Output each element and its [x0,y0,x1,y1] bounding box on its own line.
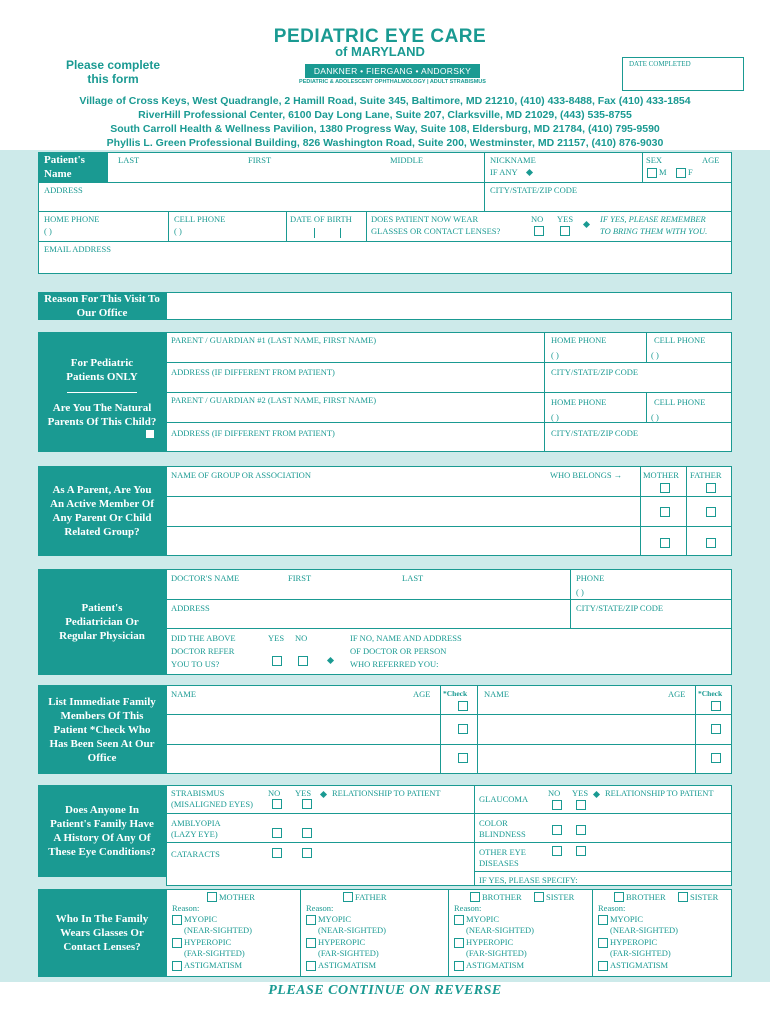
lens-sister-checkbox-2[interactable] [678,892,688,902]
lens-brother-checkbox-1[interactable] [470,892,480,902]
address-line-4: Phyllis L. Green Professional Building, 826 Washington Road, Suite 200, Westminster, MD 21157, (410) 876-9030 [106,137,664,149]
mother-hyperopic-checkbox[interactable] [172,938,182,948]
guardian2-city-field[interactable]: CITY/STATE/ZIP CODE [551,428,639,438]
sib1-astig-checkbox[interactable] [454,961,464,971]
lenses-label: Who In The Family Wears Glasses Or Contact Lenses? [38,889,166,977]
reason-field[interactable] [166,292,732,320]
mother-myopic-checkbox[interactable] [172,915,182,925]
group2-mother-checkbox[interactable] [660,507,670,517]
guardian2-address-field[interactable]: ADDRESS (IF DIFFERENT FROM PATIENT) [171,428,335,438]
sib1-hyperopic-checkbox[interactable] [454,938,464,948]
sex-label: SEX [646,155,663,165]
practice-subtitle: of MARYLAND [335,44,425,59]
date-completed-field[interactable]: DATE COMPLETED [622,57,744,91]
father-myopic-checkbox[interactable] [306,915,316,925]
relationship-field-2[interactable]: RELATIONSHIP TO PATIENT [605,788,714,798]
physician-label: Patient's Pediatrician Or Regular Physician [38,569,166,675]
doctor-name-field[interactable]: DOCTOR'S NAME [171,573,240,583]
if-any-label: IF ANY [490,167,518,177]
doctors-bar: DANKNER • FIERGANG • ANDORSKY [305,64,480,78]
guardian1-city-field[interactable]: CITY/STATE/ZIP CODE [551,367,639,377]
guardian1-name-field[interactable]: PARENT / GUARDIAN #1 (LAST NAME, FIRST NAME) [171,335,377,345]
sex-f-checkbox[interactable] [676,168,686,178]
father-astig-checkbox[interactable] [306,961,316,971]
family-label: List Immediate Family Members Of This Patient *Check Who Has Been Seen At Our Office [38,685,166,774]
color-no-checkbox[interactable] [552,825,562,835]
referral-other-field[interactable]: IF NO, NAME AND ADDRESS [350,633,462,643]
please-complete: Please complete this form [65,58,161,86]
other-yes-checkbox[interactable] [576,846,586,856]
patient-name-label: Patient's Name [38,152,108,182]
lens-brother-checkbox-2[interactable] [614,892,624,902]
family-check-2[interactable] [458,724,468,734]
last-name-field[interactable]: LAST [118,155,140,165]
group-name-field[interactable]: NAME OF GROUP OR ASSOCIATION [171,470,311,480]
city-field[interactable]: CITY/STATE/ZIP CODE [490,185,578,195]
family-age-col: AGE [413,689,431,699]
practice-title: PEDIATRIC EYE CARE [273,26,487,47]
who-belongs-label: WHO BELONGS → [550,470,623,480]
glaucoma-no-checkbox[interactable] [552,800,562,810]
group-label: As A Parent, Are You An Active Member Of Any Parent Or Child Related Group? [38,466,166,556]
cell-phone-field[interactable]: CELL PHONE [174,214,226,224]
sib1-myopic-checkbox[interactable] [454,915,464,925]
amblyopia-no-checkbox[interactable] [272,828,282,838]
group2-father-checkbox[interactable] [706,507,716,517]
practice-tagline: PEDIATRIC & ADOLESCENT OPHTHALMOLOGY | ADULT STRABISMUS [299,79,486,85]
other-disease-label: OTHER EYE [479,847,526,857]
referral-no-checkbox[interactable] [298,656,308,666]
dob-field[interactable]: DATE OF BIRTH [290,214,352,224]
age-field[interactable]: AGE [702,155,720,165]
strabismus-no-checkbox[interactable] [272,799,282,809]
guardian2-home-phone[interactable]: HOME PHONE [551,397,607,407]
lens-mother-checkbox[interactable] [207,892,217,902]
continue-footer: PLEASE CONTINUE ON REVERSE [268,983,502,998]
amblyopia-label: AMBLYOPIA [171,818,221,828]
remember-note: IF YES, PLEASE REMEMBER [600,214,706,224]
reason-label: Reason For This Visit To Our Office [38,292,166,320]
father-hyperopic-checkbox[interactable] [306,938,316,948]
guardian1-cell-phone[interactable]: CELL PHONE [654,335,706,345]
strabismus-label: STRABISMUS [171,788,225,798]
guardian1-address-field[interactable]: ADDRESS (IF DIFFERENT FROM PATIENT) [171,367,335,377]
glaucoma-label: GLAUCOMA [479,794,529,804]
sib2-myopic-checkbox[interactable] [598,915,608,925]
family-name-col: NAME [171,689,197,699]
conditions-label: Does Anyone In Patient's Family Have A History Of Any Of These Eye Conditions? [38,785,166,877]
guardian2-name-field[interactable]: PARENT / GUARDIAN #2 (LAST NAME, FIRST NAME) [171,395,377,405]
family-check-6[interactable] [711,753,721,763]
nickname-label: NICKNAME [490,155,536,165]
group3-father-checkbox[interactable] [706,538,716,548]
sib2-astig-checkbox[interactable] [598,961,608,971]
relationship-field[interactable]: RELATIONSHIP TO PATIENT [332,788,441,798]
group1-father-checkbox[interactable] [706,483,716,493]
mother-astig-checkbox[interactable] [172,961,182,971]
doctor-address-field[interactable]: ADDRESS [171,603,210,613]
lens-sister-checkbox-1[interactable] [534,892,544,902]
group3-mother-checkbox[interactable] [660,538,670,548]
first-name-field[interactable]: FIRST [248,155,272,165]
color-yes-checkbox[interactable] [576,825,586,835]
guardian-label: For Pediatric Patients ONLY Are You The Natural Parents Of This Child? [38,332,166,452]
referral-question: DID THE ABOVE [171,633,236,643]
wear-no-checkbox[interactable] [534,226,544,236]
sex-m-checkbox[interactable] [647,168,657,178]
address-line-1: Village of Cross Keys, West Quadrangle, 2 Hamill Road, Suite 345, Baltimore, MD 21210, (410) 433-8488, Fax (410) 433-1854 [79,95,691,107]
glaucoma-yes-checkbox[interactable] [576,800,586,810]
family-check-3[interactable] [458,753,468,763]
sib2-hyperopic-checkbox[interactable] [598,938,608,948]
specify-field[interactable]: IF YES, PLEASE SPECIFY: [479,875,578,885]
guardian1-home-phone[interactable]: HOME PHONE [551,335,607,345]
cataracts-yes-checkbox[interactable] [302,848,312,858]
referral-yes-checkbox[interactable] [272,656,282,666]
amblyopia-yes-checkbox[interactable] [302,828,312,838]
email-field[interactable]: EMAIL ADDRESS [44,244,111,254]
doctor-phone-field[interactable]: PHONE [576,573,605,583]
physician-box [166,569,732,675]
family-check-1[interactable] [458,701,468,711]
middle-name-field[interactable]: MIDDLE [390,155,424,165]
family-check-5[interactable] [711,724,721,734]
address-field[interactable]: ADDRESS [44,185,83,195]
natural-parents-checkbox[interactable] [145,429,155,439]
family-check-4[interactable] [711,701,721,711]
strabismus-yes-checkbox[interactable] [302,799,312,809]
cataracts-label: CATARACTS [171,849,220,859]
guardian2-cell-phone[interactable]: CELL PHONE [654,397,706,407]
other-no-checkbox[interactable] [552,846,562,856]
address-line-2: RiverHill Professional Center, 6100 Day Long Lane, Suite 207, Clarksville, MD 21029, (443) 535-8755 [138,109,632,121]
home-phone-field[interactable]: HOME PHONE [44,214,100,224]
cataracts-no-checkbox[interactable] [272,848,282,858]
group1-mother-checkbox[interactable] [660,483,670,493]
color-blindness-label: COLOR [479,818,508,828]
lens-father-checkbox[interactable] [343,892,353,902]
address-line-3: South Carroll Health & Wellness Pavilion, 1380 Progress Way, Suite 108, Eldersburg, MD 21784, (410) 795-9590 [110,123,660,135]
wear-question: DOES PATIENT NOW WEAR [371,214,479,224]
doctor-city-field[interactable]: CITY/STATE/ZIP CODE [576,603,664,613]
wear-yes-checkbox[interactable] [560,226,570,236]
